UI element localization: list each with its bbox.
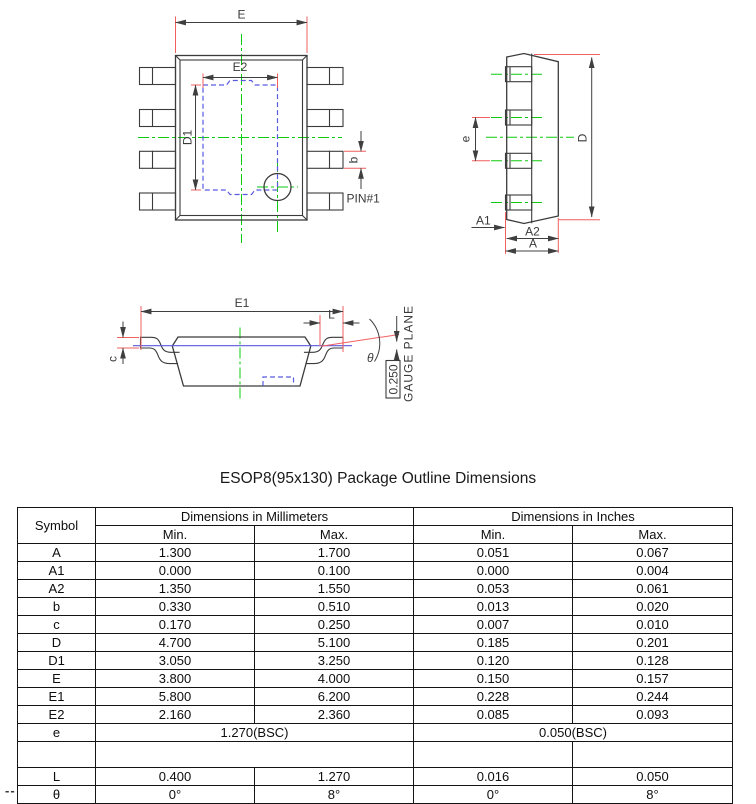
cell-mm-max: 6.200 [255,688,414,706]
table-row-E2 [18,706,733,724]
side-view-drawing [460,25,620,260]
cell-mm-min: 3.800 [96,670,255,688]
dim-label-a1: A1 [476,213,491,228]
cell-mm-max: 0.510 [255,598,414,616]
cell-in-min: 0.051 [414,544,573,562]
cell-in-max: 0.010 [573,616,733,634]
cell-in-min: 0.013 [414,598,573,616]
header-inch-min: Min. [414,526,573,544]
cell-mm-max: 0.250 [255,616,414,634]
header-mm-min: Min. [96,526,255,544]
cell-in-min: 0.053 [414,580,573,598]
gauge-offset-value: 0.250 [386,364,401,395]
cell-in-max: 0.093 [573,706,733,724]
cell-mm-min: 3.050 [96,652,255,670]
dimensions-table [17,507,733,804]
front-view-drawing [95,292,425,414]
cell-symbol: D1 [18,652,96,670]
header-mm-max: Max. [255,526,414,544]
pin1-label: PIN#1 [346,191,380,206]
cell-in-max: 0.020 [573,598,733,616]
dim-label-l: L [328,307,335,322]
dim-label-d1: D1 [180,129,195,146]
cell-symbol: A2 [18,580,96,598]
package-leads [506,67,532,210]
cell-in-min: 0.120 [414,652,573,670]
table-row-spacer [18,742,733,768]
package-leads [141,337,344,363]
cell-in-max: 0.157 [573,670,733,688]
table-row-E [18,670,733,688]
cell-mm-min: 0° [96,786,255,804]
header-inch-max: Max. [573,526,733,544]
cell-in-max: 0.004 [573,562,733,580]
cell-in-min: 0.150 [414,670,573,688]
cell-in-min: 0° [414,786,573,804]
cell-in-min: 0.228 [414,688,573,706]
cell-empty [573,742,733,768]
center-lines [486,74,574,202]
cell-mm-max: 8° [255,786,414,804]
table-row-L [18,768,733,786]
cell-symbol: E2 [18,706,96,724]
cell-symbol: b [18,598,96,616]
cell-mm-min: 2.160 [96,706,255,724]
header-symbol: Symbol [18,508,96,544]
cell-mm-max: 0.100 [255,562,414,580]
cell-mm-max: 1.550 [255,580,414,598]
cell-mm-max: 1.270 [255,768,414,786]
cell-symbol: E1 [18,688,96,706]
table-row-A2 [18,580,733,598]
cell-mm-bsc: 1.270(BSC) [96,724,414,742]
cell-mm-max: 5.100 [255,634,414,652]
header-mm-group: Dimensions in Millimeters [96,508,414,526]
dim-label-a: A [528,236,538,251]
cell-mm-max: 4.000 [255,670,414,688]
top-view-drawing [95,8,387,253]
cell-mm-min: 1.350 [96,580,255,598]
dim-label-e2: E2 [232,60,248,74]
cell-in-max: 8° [573,786,733,804]
page-title: ESOP8(95x130) Package Outline Dimensions [219,470,537,487]
cell-symbol: L [18,768,96,786]
package-body [172,337,310,386]
cell-mm-min: 5.800 [96,688,255,706]
cell-symbol: θ [18,786,96,804]
cell-symbol: A [18,544,96,562]
cell-empty [414,742,573,768]
table-row-D [18,634,733,652]
extension-lines [176,17,367,191]
footer-mark: -- [5,783,16,798]
cell-in-max: 0.128 [573,652,733,670]
cell-in-max: 0.244 [573,688,733,706]
cell-in-max: 0.067 [573,544,733,562]
table-row-E1 [18,688,733,706]
dimension-lines [123,312,397,365]
dim-label-e: E [237,7,246,22]
package-body [507,54,559,224]
dim-label-d: D [575,133,590,143]
dim-label-c: c [105,356,120,362]
table-row-c [18,616,733,634]
cell-mm-max: 2.360 [255,706,414,724]
cell-in-max: 0.061 [573,580,733,598]
cell-in-max: 0.201 [573,634,733,652]
dim-label-theta: θ [367,351,374,365]
cell-symbol: E [18,670,96,688]
exposed-pad-mark [263,377,294,386]
cell-mm-min: 0.400 [96,768,255,786]
table-row-A [18,544,733,562]
cell-symbol: e [18,724,96,742]
cell-in-min: 0.000 [414,562,573,580]
cell-in-min: 0.016 [414,768,573,786]
cell-in-min: 0.007 [414,616,573,634]
table-row-D1 [18,652,733,670]
cell-mm-max: 3.250 [255,652,414,670]
dim-label-e: e [458,135,473,143]
cell-in-bsc: 0.050(BSC) [414,724,733,742]
dim-label-a2: A2 [525,224,540,239]
cell-mm-min: 0.170 [96,616,255,634]
cell-symbol: c [18,616,96,634]
cell-symbol: D [18,634,96,652]
table-subheader-row [18,526,733,544]
table-row-b [18,598,733,616]
dim-label-b: b [346,156,361,164]
cell-mm-max: 1.700 [255,544,414,562]
cell-symbol: A1 [18,562,96,580]
cell-mm-min: 4.700 [96,634,255,652]
header-inch-group: Dimensions in Inches [414,508,733,526]
cell-empty [96,742,414,768]
table-row-e-bsc [18,724,733,742]
table-row-A1 [18,562,733,580]
cell-mm-min: 1.300 [96,544,255,562]
gauge-plane-label: GAUGE PLANE [401,304,416,402]
table-header-row [18,508,733,526]
cell-in-max: 0.050 [573,768,733,786]
cell-in-min: 0.185 [414,634,573,652]
cell-in-min: 0.085 [414,706,573,724]
cell-mm-min: 0.330 [96,598,255,616]
dim-label-e1: E1 [234,296,250,310]
cell-mm-min: 0.000 [96,562,255,580]
cell-empty [18,742,96,768]
